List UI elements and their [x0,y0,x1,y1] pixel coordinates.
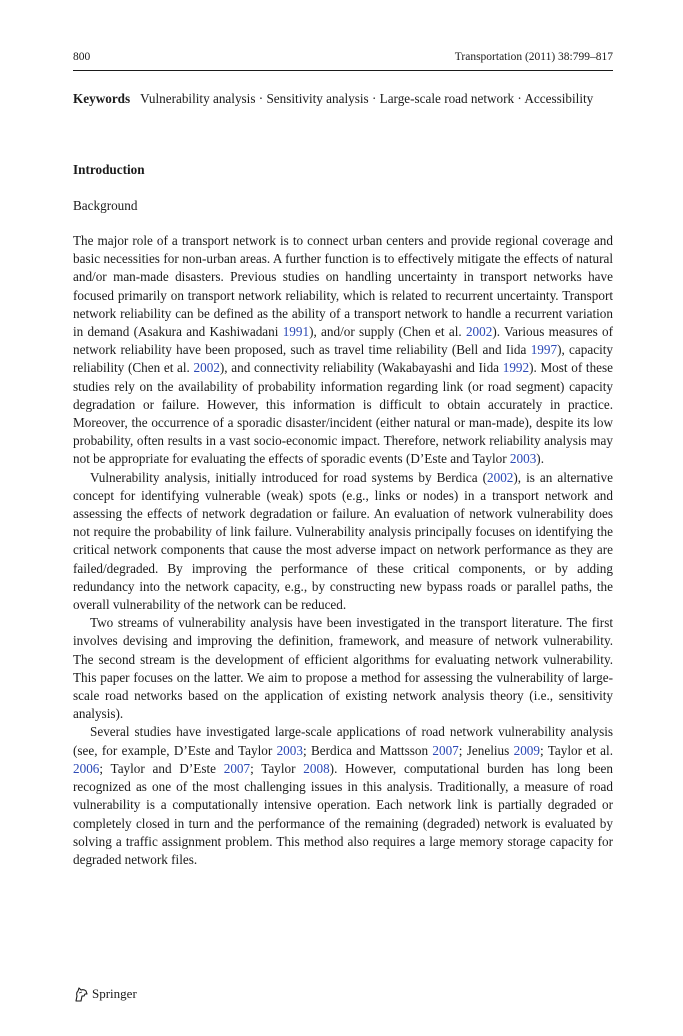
citation-link[interactable]: 1997 [530,342,558,358]
text-run: ). Various measures of network reliability have been proposed, such as travel time reliability (Bell and Iida [73,324,613,358]
text-run: ; Taylor and D’Este [99,760,224,776]
text-run: The major role of a transport network is to connect urban centers and provide regional coverage and basic necessities for non-urban areas. A further function is to effectively mitigate the effects of natural and/or man-made disasters. Previous studies on handling uncertainty in transport networks have focused primarily on transport network reliability, which is related to recurrent uncertainty. Transport network reliability can be defined as the ability of a transport network to handle a recurrent variation in demand (Asakura and Kashiwadani [73,233,613,340]
text-run: Vulnerability analysis, initially introduced for road systems by Berdica ( [90,469,487,485]
text-run: ; Berdica and Mattsson [302,742,433,758]
keywords-text: Vulnerability analysis · Sensitivity analysis · Large-scale road network · Accessibility [140,91,594,106]
citation-link[interactable]: 2002 [193,360,220,376]
citation-link[interactable]: 2003 [276,742,303,758]
text-run: ). Most of these studies rely on the availability of probability information regarding link (or road segment) capacity degradation or failure. However, this information is difficult to obtain accurately in practice. Moreover, the occurrence of a sporadic disaster/incident (either natural or man-made), despite its low probability, often results in a vast socio-economic impact. Therefore, network reliability analysis may not be appropriate for evaluating the effects of sporadic events (D’Este and Taylor [73,360,613,467]
page-number: 800 [73,51,91,63]
citation-link[interactable]: 2007 [432,742,459,758]
journal-reference: Transportation (2011) 38:799–817 [454,51,613,63]
citation-link[interactable]: 1992 [502,360,530,376]
text-run: ). [536,451,544,467]
citation-link[interactable]: 2002 [487,469,514,485]
citation-link[interactable]: 2008 [303,760,330,776]
citation-link[interactable]: 2009 [513,742,540,758]
text-run: ), and connectivity reliability (Wakabayashi and Iida [219,360,503,376]
citation-link[interactable]: 2003 [509,451,537,467]
paragraph-3: Two streams of vulnerability analysis have been investigated in the transport literature. The first involves devising and improving the definition, framework, and measure of network vulnerability. The second stream is the development of efficient algorithms for evaluating network vulnerability. This paper focuses on the latter. We aim to propose a method for assessing the vulnerability of large-scale road networks based on the application of existing network analysis theory (i.e., sensitivity analysis). [73,615,613,722]
text-run: ), and/or supply (Chen et al. [309,324,466,340]
publisher-name: Springer [92,986,137,1001]
text-run: ). However, computational burden has long been recognized as one of the most challenging issues in this analysis. Traditionally, a measure of road vulnerability is a computationally intensive operation. Each network link is partially degraded or completely closed in turn and the performance of the remaining (degraded) network is evaluated by solving a traffic assignment problem. This method also requires a large memory storage capacity for degraded network files. [73,760,613,867]
text-run: ; Taylor et al. [539,742,613,758]
springer-horse-icon [73,986,89,1002]
header-rule [73,70,613,71]
body-text [73,232,613,869]
text-run: Several studies have investigated large-scale applications of road network vulnerability analysis (see, for example, D’Este and Taylor [73,724,613,758]
citation-link[interactable]: 1991 [282,324,310,340]
citation-link[interactable]: 2006 [73,760,100,776]
paragraph-1 [73,232,613,469]
keywords-label: Keywords [73,91,131,106]
subsection-title: Background [73,198,138,213]
text-run: ), capacity reliability (Chen et al. [73,342,613,376]
text-run: ), is an alternative concept for identifying vulnerable (weak) spots (e.g., links or nodes) in a transport network and assessing the effects of network degradation or failure. An evaluation of network vulnerability does not require the probability of link failure. Vulnerability analysis principally focuses on identifying the critical network components that cause the most adverse impact on network performance as they are failed/degraded. By improving the performance of these critical components, or by adding redundancy into the network capacity, e.g., by constructing new bypass roads or parallel paths, the overall vulnerability of the network can be reduced. [73,469,613,613]
citation-link[interactable]: 2007 [223,760,251,776]
publisher-footer [73,985,137,1003]
section-title: Introduction [73,162,145,177]
citation-link[interactable]: 2002 [465,324,493,340]
paragraph-4 [73,723,613,869]
keywords [73,90,613,108]
paragraph-2 [73,469,613,615]
text-run: ; Taylor [250,760,304,776]
text-run: ; Jenelius [458,742,514,758]
